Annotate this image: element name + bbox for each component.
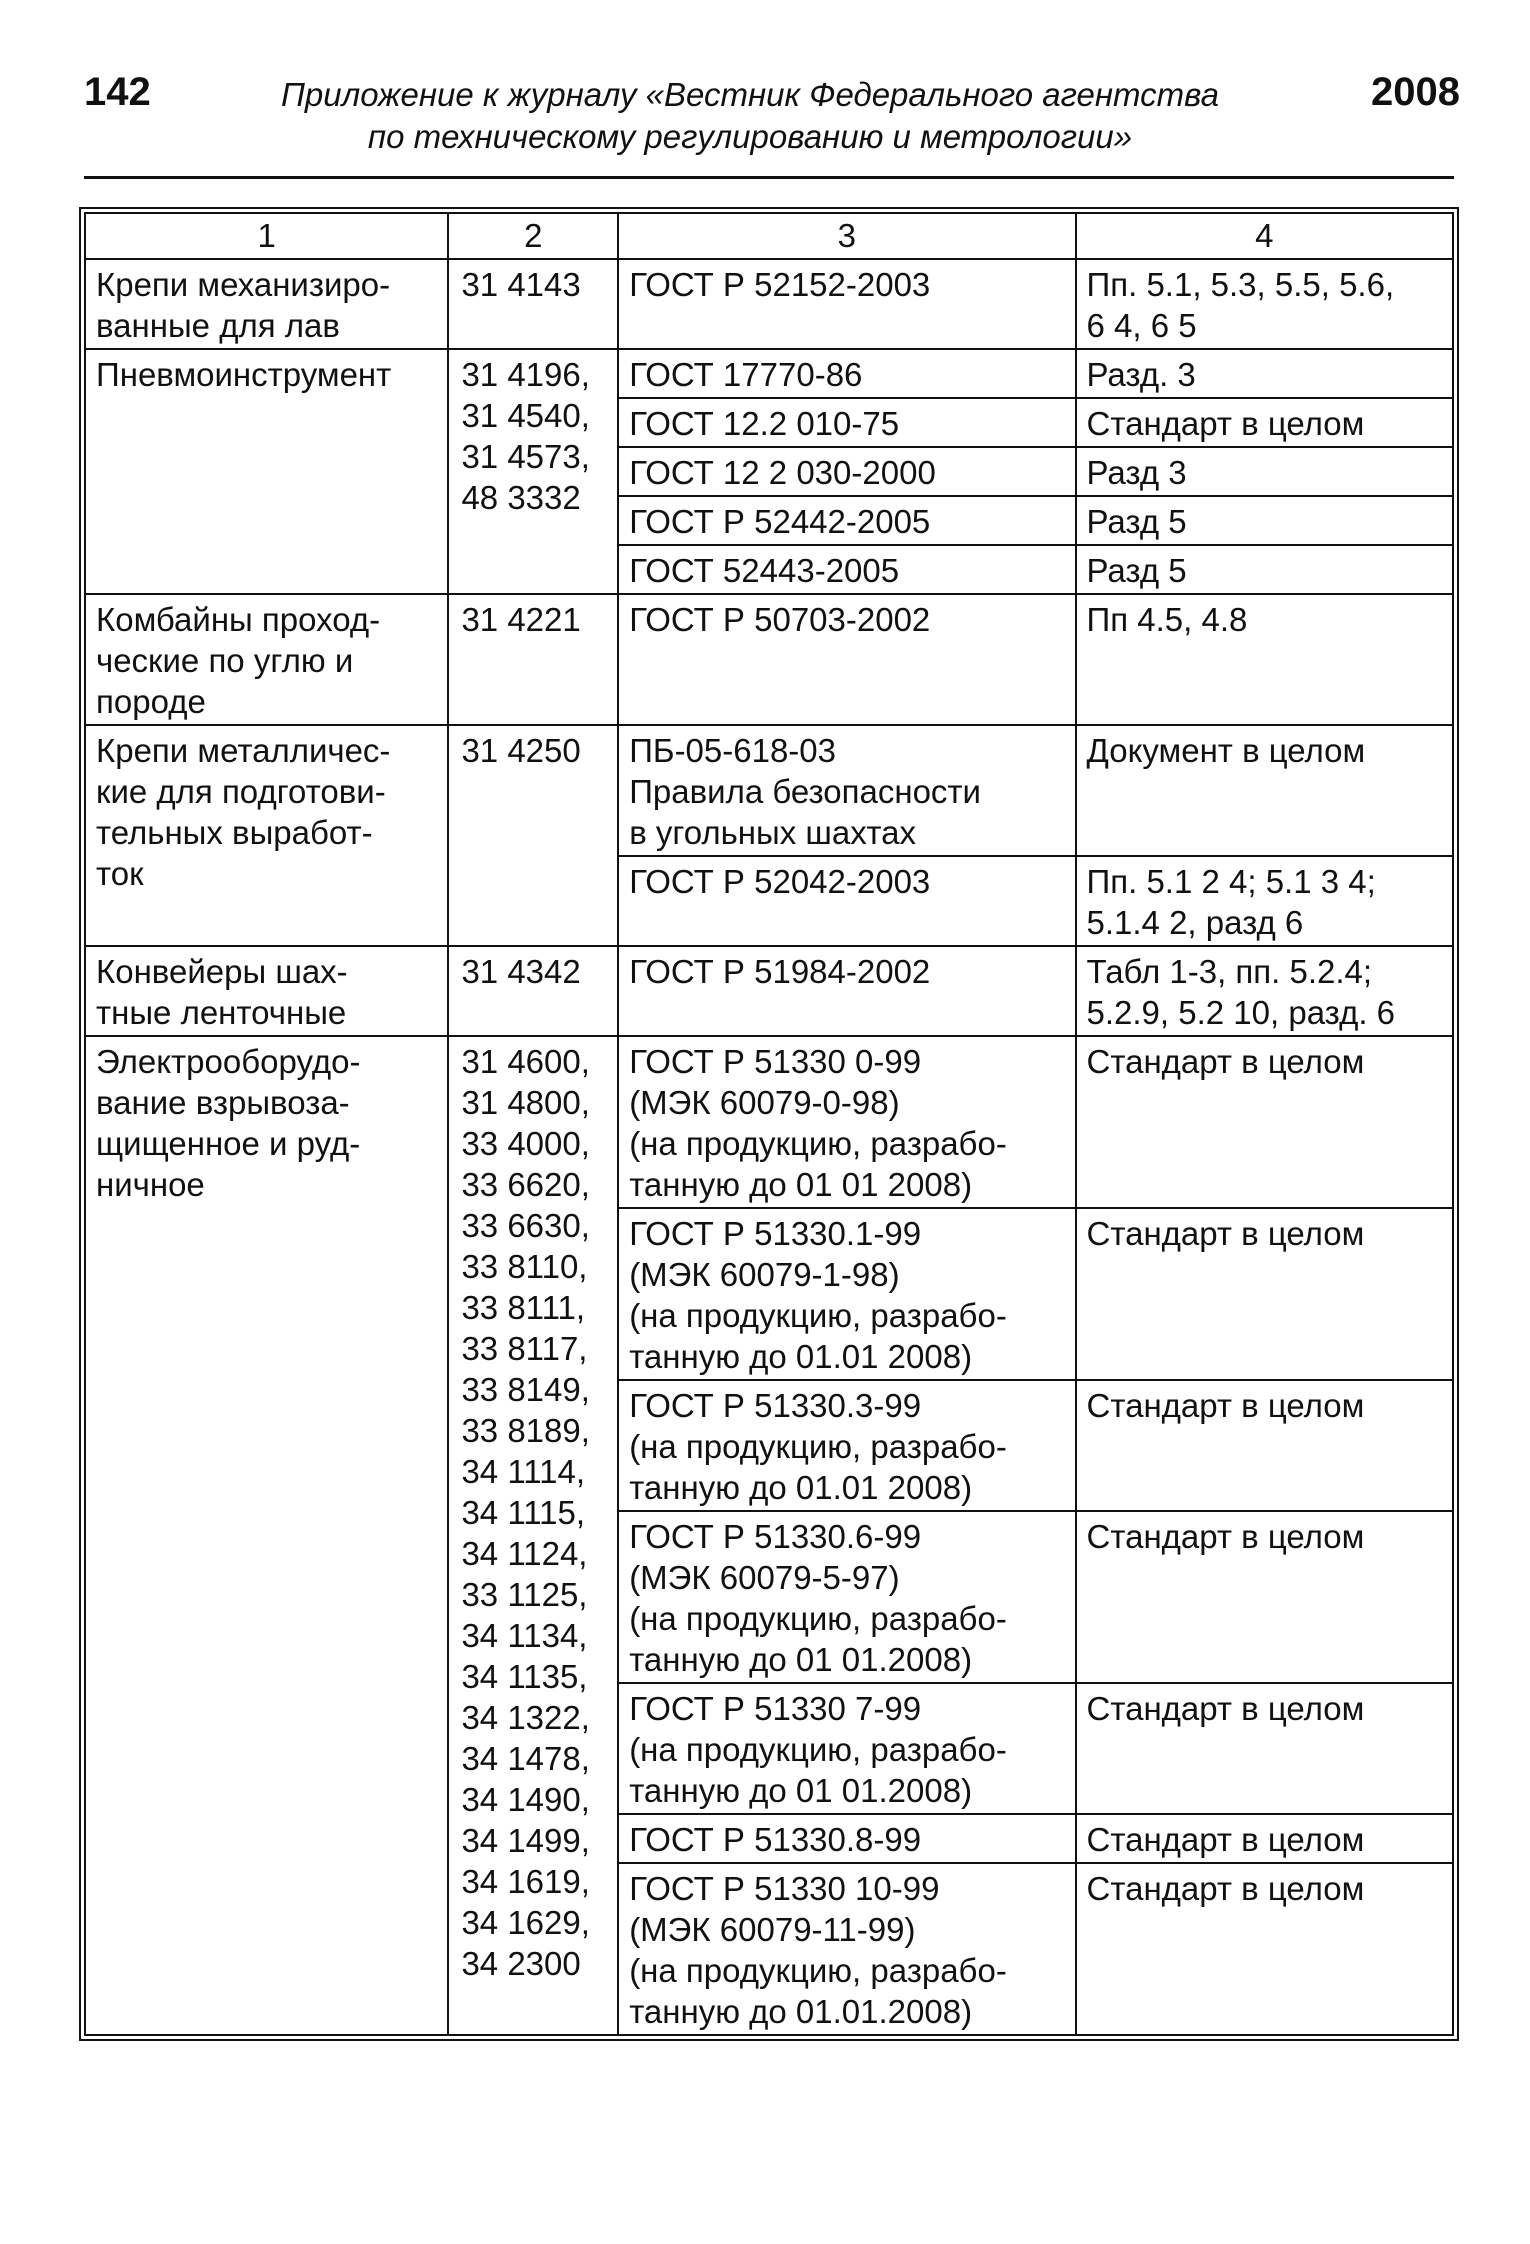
code-cell-line: 33 1125, [461, 1576, 588, 1613]
table-row [85, 349, 1453, 398]
code-cell-line: 34 1135, [461, 1658, 588, 1695]
code-cell [448, 946, 618, 1036]
code-cell-line: 34 1499, [461, 1822, 590, 1859]
code-cell-line: 34 1124, [461, 1535, 588, 1572]
standard-cell-line: ГОСТ 12 2 030-2000 [629, 454, 936, 491]
product-cell-line: ческие по углю и [96, 642, 354, 679]
column-header: 1 [85, 213, 448, 259]
scope-cell [1076, 1683, 1453, 1814]
product-cell-line: Крепи металличес- [96, 732, 391, 769]
standard-cell [618, 447, 1075, 496]
code-cell-line: 31 4143 [461, 266, 581, 303]
standard-cell-line: ГОСТ Р 51330.6-99 [629, 1518, 922, 1555]
scope-cell-line: Пп. 5.1, 5.3, 5.5, 5.6, [1086, 266, 1395, 303]
standard-cell-line: танную до 01.01.2008) [629, 1993, 973, 2030]
standard-cell [618, 594, 1075, 725]
header-year: 2008 [1371, 70, 1460, 114]
scope-cell [1076, 594, 1453, 725]
standard-cell [618, 725, 1075, 856]
standard-cell [618, 1511, 1075, 1683]
standard-cell [618, 1863, 1075, 2035]
standard-cell-line: танную до 01.01 2008) [629, 1338, 973, 1375]
code-cell-line: 34 1134, [461, 1617, 588, 1654]
standard-cell-line: (МЭК 60079-1-98) [629, 1256, 900, 1293]
code-cell [448, 725, 618, 946]
table-body [85, 259, 1453, 2035]
column-header: 4 [1076, 213, 1453, 259]
scope-cell-line: 5.2.9, 5.2 10, разд. 6 [1086, 994, 1396, 1031]
standard-cell-line: ПБ-05-618-03 [629, 732, 837, 769]
product-cell [85, 259, 448, 349]
product-cell-line: кие для подготови- [96, 773, 386, 810]
code-cell-line: 33 8111, [461, 1289, 586, 1326]
scope-cell-line: Пп 4.5, 4.8 [1086, 601, 1248, 638]
standard-cell [618, 1683, 1075, 1814]
code-cell-line: 34 1115, [461, 1494, 586, 1531]
code-cell-line: 34 1322, [461, 1699, 590, 1736]
scope-cell-line: Стандарт в целом [1086, 1690, 1365, 1727]
code-cell-line: 31 4221 [461, 601, 581, 638]
code-cell-line: 34 1478, [461, 1740, 590, 1777]
scope-cell [1076, 1208, 1453, 1380]
standard-cell [618, 1814, 1075, 1863]
scope-cell-line: Разд. 3 [1086, 356, 1196, 393]
standard-cell-line: ГОСТ Р 52152-2003 [629, 266, 931, 303]
standard-cell [618, 398, 1075, 447]
standard-cell-line: (на продукцию, разрабо- [629, 1125, 1007, 1162]
scope-cell [1076, 545, 1453, 594]
scope-cell [1076, 447, 1453, 496]
scope-cell-line: Разд 5 [1086, 552, 1187, 589]
header-divider [84, 176, 1454, 179]
standard-cell-line: (на продукцию, разрабо- [629, 1428, 1007, 1465]
standard-cell-line: ГОСТ Р 52442-2005 [629, 503, 931, 540]
product-cell-line: тные ленточные [96, 994, 347, 1031]
standard-cell-line: танную до 01.01 2008) [629, 1469, 973, 1506]
standards-table [84, 212, 1454, 2036]
scope-cell-line: Разд 5 [1086, 503, 1187, 540]
table-row [85, 594, 1453, 725]
standard-cell [618, 1036, 1075, 1208]
code-cell-line: 33 6630, [461, 1207, 590, 1244]
table-row [85, 1036, 1453, 1208]
code-cell-line: 33 8117, [461, 1330, 588, 1367]
standard-cell [618, 856, 1075, 946]
scope-cell [1076, 1863, 1453, 2035]
running-title-line: по техническому регулированию и метрологии» [367, 118, 1133, 155]
product-cell-line: вание взрывоза- [96, 1084, 350, 1121]
column-header: 3 [618, 213, 1075, 259]
scope-cell-line: Стандарт в целом [1086, 1518, 1365, 1555]
code-cell-line: 34 1629, [461, 1904, 590, 1941]
code-cell-line: 34 2300 [461, 1945, 581, 1982]
code-cell-line: 33 8189, [461, 1412, 590, 1449]
page-number: 142 [84, 70, 151, 114]
code-cell-line: 34 1490, [461, 1781, 590, 1818]
standard-cell-line: ГОСТ Р 51330.8-99 [629, 1821, 922, 1858]
table-header-row [85, 213, 1453, 259]
standard-cell-line: (МЭК 60079-5-97) [629, 1559, 900, 1596]
product-cell-line: породе [96, 683, 206, 720]
product-cell [85, 725, 448, 946]
product-cell-line: Электрооборудо- [96, 1043, 361, 1080]
product-cell-line: тельных выработ- [96, 814, 373, 851]
column-header: 2 [448, 213, 618, 259]
code-cell-line: 33 8110, [461, 1248, 588, 1285]
standard-cell [618, 1380, 1075, 1511]
standard-cell-line: ГОСТ Р 51330 0-99 [629, 1043, 922, 1080]
scope-cell-line: Пп. 5.1 2 4; 5.1 3 4; [1086, 863, 1376, 900]
product-cell-line: ничное [96, 1166, 205, 1203]
product-cell-line: щищенное и руд- [96, 1125, 361, 1162]
code-cell-line: 31 4600, [461, 1043, 590, 1080]
scope-cell-line: Стандарт в целом [1086, 1870, 1365, 1907]
standard-cell-line: ГОСТ Р 51330.3-99 [629, 1387, 922, 1424]
standard-cell-line: ГОСТ Р 51330 7-99 [629, 1690, 922, 1727]
scope-cell [1076, 1814, 1453, 1863]
scope-cell [1076, 259, 1453, 349]
scope-cell [1076, 1511, 1453, 1683]
scope-cell-line: Стандарт в целом [1086, 1215, 1365, 1252]
table-row [85, 946, 1453, 1036]
standard-cell-line: ГОСТ Р 52042-2003 [629, 863, 931, 900]
standard-cell-line: (на продукцию, разрабо- [629, 1297, 1007, 1334]
scope-cell [1076, 398, 1453, 447]
product-cell [85, 594, 448, 725]
code-cell-line: 33 8149, [461, 1371, 590, 1408]
scope-cell-line: Документ в целом [1086, 732, 1366, 769]
standard-cell-line: в угольных шахтах [629, 814, 916, 851]
scope-cell-line: Разд 3 [1086, 454, 1187, 491]
scope-cell [1076, 349, 1453, 398]
scope-cell-line: Стандарт в целом [1086, 1821, 1365, 1858]
standard-cell-line: танную до 01 01.2008) [629, 1772, 973, 1809]
standard-cell [618, 496, 1075, 545]
standard-cell-line: (МЭК 60079-11-99) [629, 1911, 916, 1948]
running-title-line: Приложение к журналу «Вестник Федерального агентства [280, 76, 1220, 113]
standard-cell-line: ГОСТ 12.2 010-75 [629, 405, 900, 442]
scope-cell [1076, 1036, 1453, 1208]
code-cell-line: 33 4000, [461, 1125, 590, 1162]
scope-cell [1076, 1380, 1453, 1511]
product-cell-line: Комбайны проход- [96, 601, 381, 638]
product-cell-line: Крепи механизиро- [96, 266, 391, 303]
code-cell-line: 31 4342 [461, 953, 581, 990]
code-cell-line: 34 1619, [461, 1863, 590, 1900]
standard-cell [618, 349, 1075, 398]
standard-cell-line: танную до 01 01.2008) [629, 1641, 973, 1678]
standard-cell-line: ГОСТ Р 51330 10-99 [629, 1870, 940, 1907]
standard-cell-line: (МЭК 60079-0-98) [629, 1084, 900, 1121]
table-row [85, 259, 1453, 349]
product-cell-line: Конвейеры шах- [96, 953, 348, 990]
standard-cell [618, 1208, 1075, 1380]
code-cell-line: 31 4573, [461, 438, 590, 475]
product-cell-line: ток [96, 855, 144, 892]
scope-cell [1076, 856, 1453, 946]
standard-cell-line: Правила безопасности [629, 773, 981, 810]
standard-cell-line: ГОСТ Р 51330.1-99 [629, 1215, 922, 1252]
scope-cell-line: Табл 1-3, пп. 5.2.4; [1086, 953, 1373, 990]
standard-cell-line: (на продукцию, разрабо- [629, 1731, 1007, 1768]
product-cell [85, 946, 448, 1036]
standard-cell-line: танную до 01 01 2008) [629, 1166, 973, 1203]
product-cell [85, 1036, 448, 2035]
scope-cell-line: 6 4, 6 5 [1086, 307, 1197, 344]
scope-cell [1076, 496, 1453, 545]
code-cell-line: 31 4800, [461, 1084, 590, 1121]
code-cell-line: 33 6620, [461, 1166, 590, 1203]
scope-cell-line: Стандарт в целом [1086, 1043, 1365, 1080]
code-cell-line: 31 4540, [461, 397, 590, 434]
standard-cell-line: ГОСТ Р 50703-2002 [629, 601, 931, 638]
code-cell-line: 48 3332 [461, 479, 581, 516]
running-title [200, 74, 1300, 158]
scope-cell-line: 5.1.4 2, разд 6 [1086, 904, 1304, 941]
code-cell [448, 349, 618, 594]
standard-cell [618, 545, 1075, 594]
code-cell [448, 594, 618, 725]
code-cell [448, 259, 618, 349]
scope-cell [1076, 946, 1453, 1036]
product-cell-line: Пневмоинструмент [96, 356, 392, 393]
code-cell [448, 1036, 618, 2035]
standard-cell [618, 259, 1075, 349]
code-cell-line: 31 4196, [461, 356, 590, 393]
standard-cell-line: (на продукцию, разрабо- [629, 1600, 1007, 1637]
product-cell [85, 349, 448, 594]
code-cell-line: 31 4250 [461, 732, 581, 769]
code-cell-line: 34 1114, [461, 1453, 586, 1490]
standard-cell-line: ГОСТ Р 51984-2002 [629, 953, 931, 990]
scope-cell-line: Стандарт в целом [1086, 405, 1365, 442]
product-cell-line: ванные для лав [96, 307, 340, 344]
standard-cell-line: (на продукцию, разрабо- [629, 1952, 1007, 1989]
standard-cell [618, 946, 1075, 1036]
standard-cell-line: ГОСТ 52443-2005 [629, 552, 900, 589]
scope-cell [1076, 725, 1453, 856]
standard-cell-line: ГОСТ 17770-86 [629, 356, 863, 393]
scope-cell-line: Стандарт в целом [1086, 1387, 1365, 1424]
table-row [85, 725, 1453, 856]
